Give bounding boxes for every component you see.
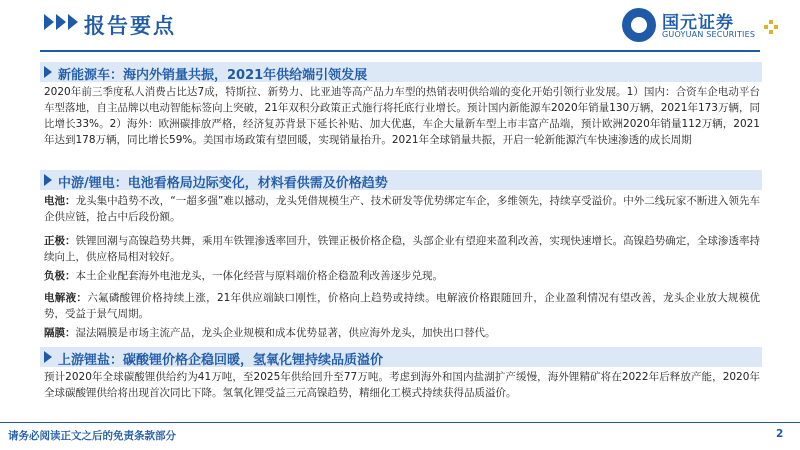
arrow-icon [44,174,52,186]
page-footer [0,420,800,450]
footer-rule [0,422,800,423]
item-anode [44,268,760,284]
chevron-decoration-icon [44,14,80,30]
page-header [0,0,800,56]
item-lead: 负极： [44,270,76,282]
item-lead: 电解液： [44,292,88,304]
page-number: 2 [776,428,784,440]
item-battery [44,193,760,225]
item-electrolyte [44,290,760,322]
header-rule [40,50,760,52]
section-heading-nev [40,62,762,82]
disclaimer-link[interactable]: 请务必阅读正文之后的免责条款部分 [8,430,176,442]
logo-english-name: GUOYUAN SECURITIES [662,30,756,39]
section-body-upstream: 预计2020年全球碳酸锂供给约为41万吨，至2025年供给回升至77万吨。考虑到海外和国内盐湖扩产缓慢，海外锂精矿将在2022年后释放产能，2020年全球碳酸锂供给将出现首次同比下降。氢氧化锂受益三元高镍趋势，精细化工模式持续获得品质溢价。 [44,371,760,399]
logo-dots-icon [764,20,778,34]
item-lead: 隔膜： [44,327,76,339]
arrow-icon [44,66,52,78]
item-text: 湿法隔膜是市场主流产品，龙头企业规模和成本优势显著，供应海外龙头，加快出口替代。 [75,327,496,339]
section-heading-upstream [40,347,762,367]
company-logo [622,8,772,48]
item-text: 本土企业配套海外电池龙头，一体化经营与原料端价格企稳盈利改善逐步兑现。 [75,270,443,282]
item-lead: 电池： [44,195,76,207]
logo-name: 国元证券 [662,13,734,33]
item-text: 铁锂回潮与高镍趋势共舞，乘用车铁锂渗透率回升，铁锂正极价格企稳，头部企业有望迎来盈利改善，实现快速增长。高镍趋势确定，全球渗透率持续向上，供应格局相对较好。 [44,235,761,263]
item-cathode [44,233,760,265]
section-heading-label: 中游/锂电：电池看格局边际变化，材料看供需及价格趋势 [58,176,388,191]
item-separator [44,325,760,341]
logo-mark-icon [622,8,656,42]
arrow-icon [44,351,52,363]
item-text: 龙头集中趋势不改，“一超多强”难以撼动，龙头凭借规模生产、技术研发等优势绑定车企，多维领先，持续享受溢价。中外二线玩家不断进入领先车企供应链，抢占中后段份额。 [44,195,760,223]
section-heading-midstream [40,170,762,190]
section-heading-label: 新能源车：海内外销量共振，2021年供给端引领发展 [58,68,368,83]
page-title: 报告要点 [84,14,176,38]
item-text: 六氟磷酸锂价格持续上涨，21年供应端缺口刚性，价格向上趋势或持续。电解液价格跟随回升，企业盈利情况有望改善，龙头企业放大规模优势，受益于景气周期。 [44,292,761,320]
section-heading-label: 上游锂盐：碳酸锂价格企稳回暖，氢氧化锂持续品质溢价 [58,353,384,368]
item-lead: 正极： [44,235,76,247]
section-body-nev: 2020年前三季度私人消费占比达7成，特斯拉、新势力、比亚迪等高产品力车型的热销表明供给端的变化开始引领行业发展。1）国内：合资车企电动平台车型落地，自主品牌以电动智能标签向上突破，21年双积分政策正式施行将托底行业增长。预计国内新能源车2020年销量130万辆，2021年173万辆，同比增长33%。2）海外：欧洲碳排放严格，经济复苏背景下延长补贴、加大优惠，车企大量新车型上市丰富产品端，预计欧洲2020年销量112万辆，2021年达到178万辆，同比增长59%。美国市场政策有望回暖，实现销量抬升。2021年全球销量共振，开启一轮新能源汽车快速渗透的成长周期 [44,86,760,146]
